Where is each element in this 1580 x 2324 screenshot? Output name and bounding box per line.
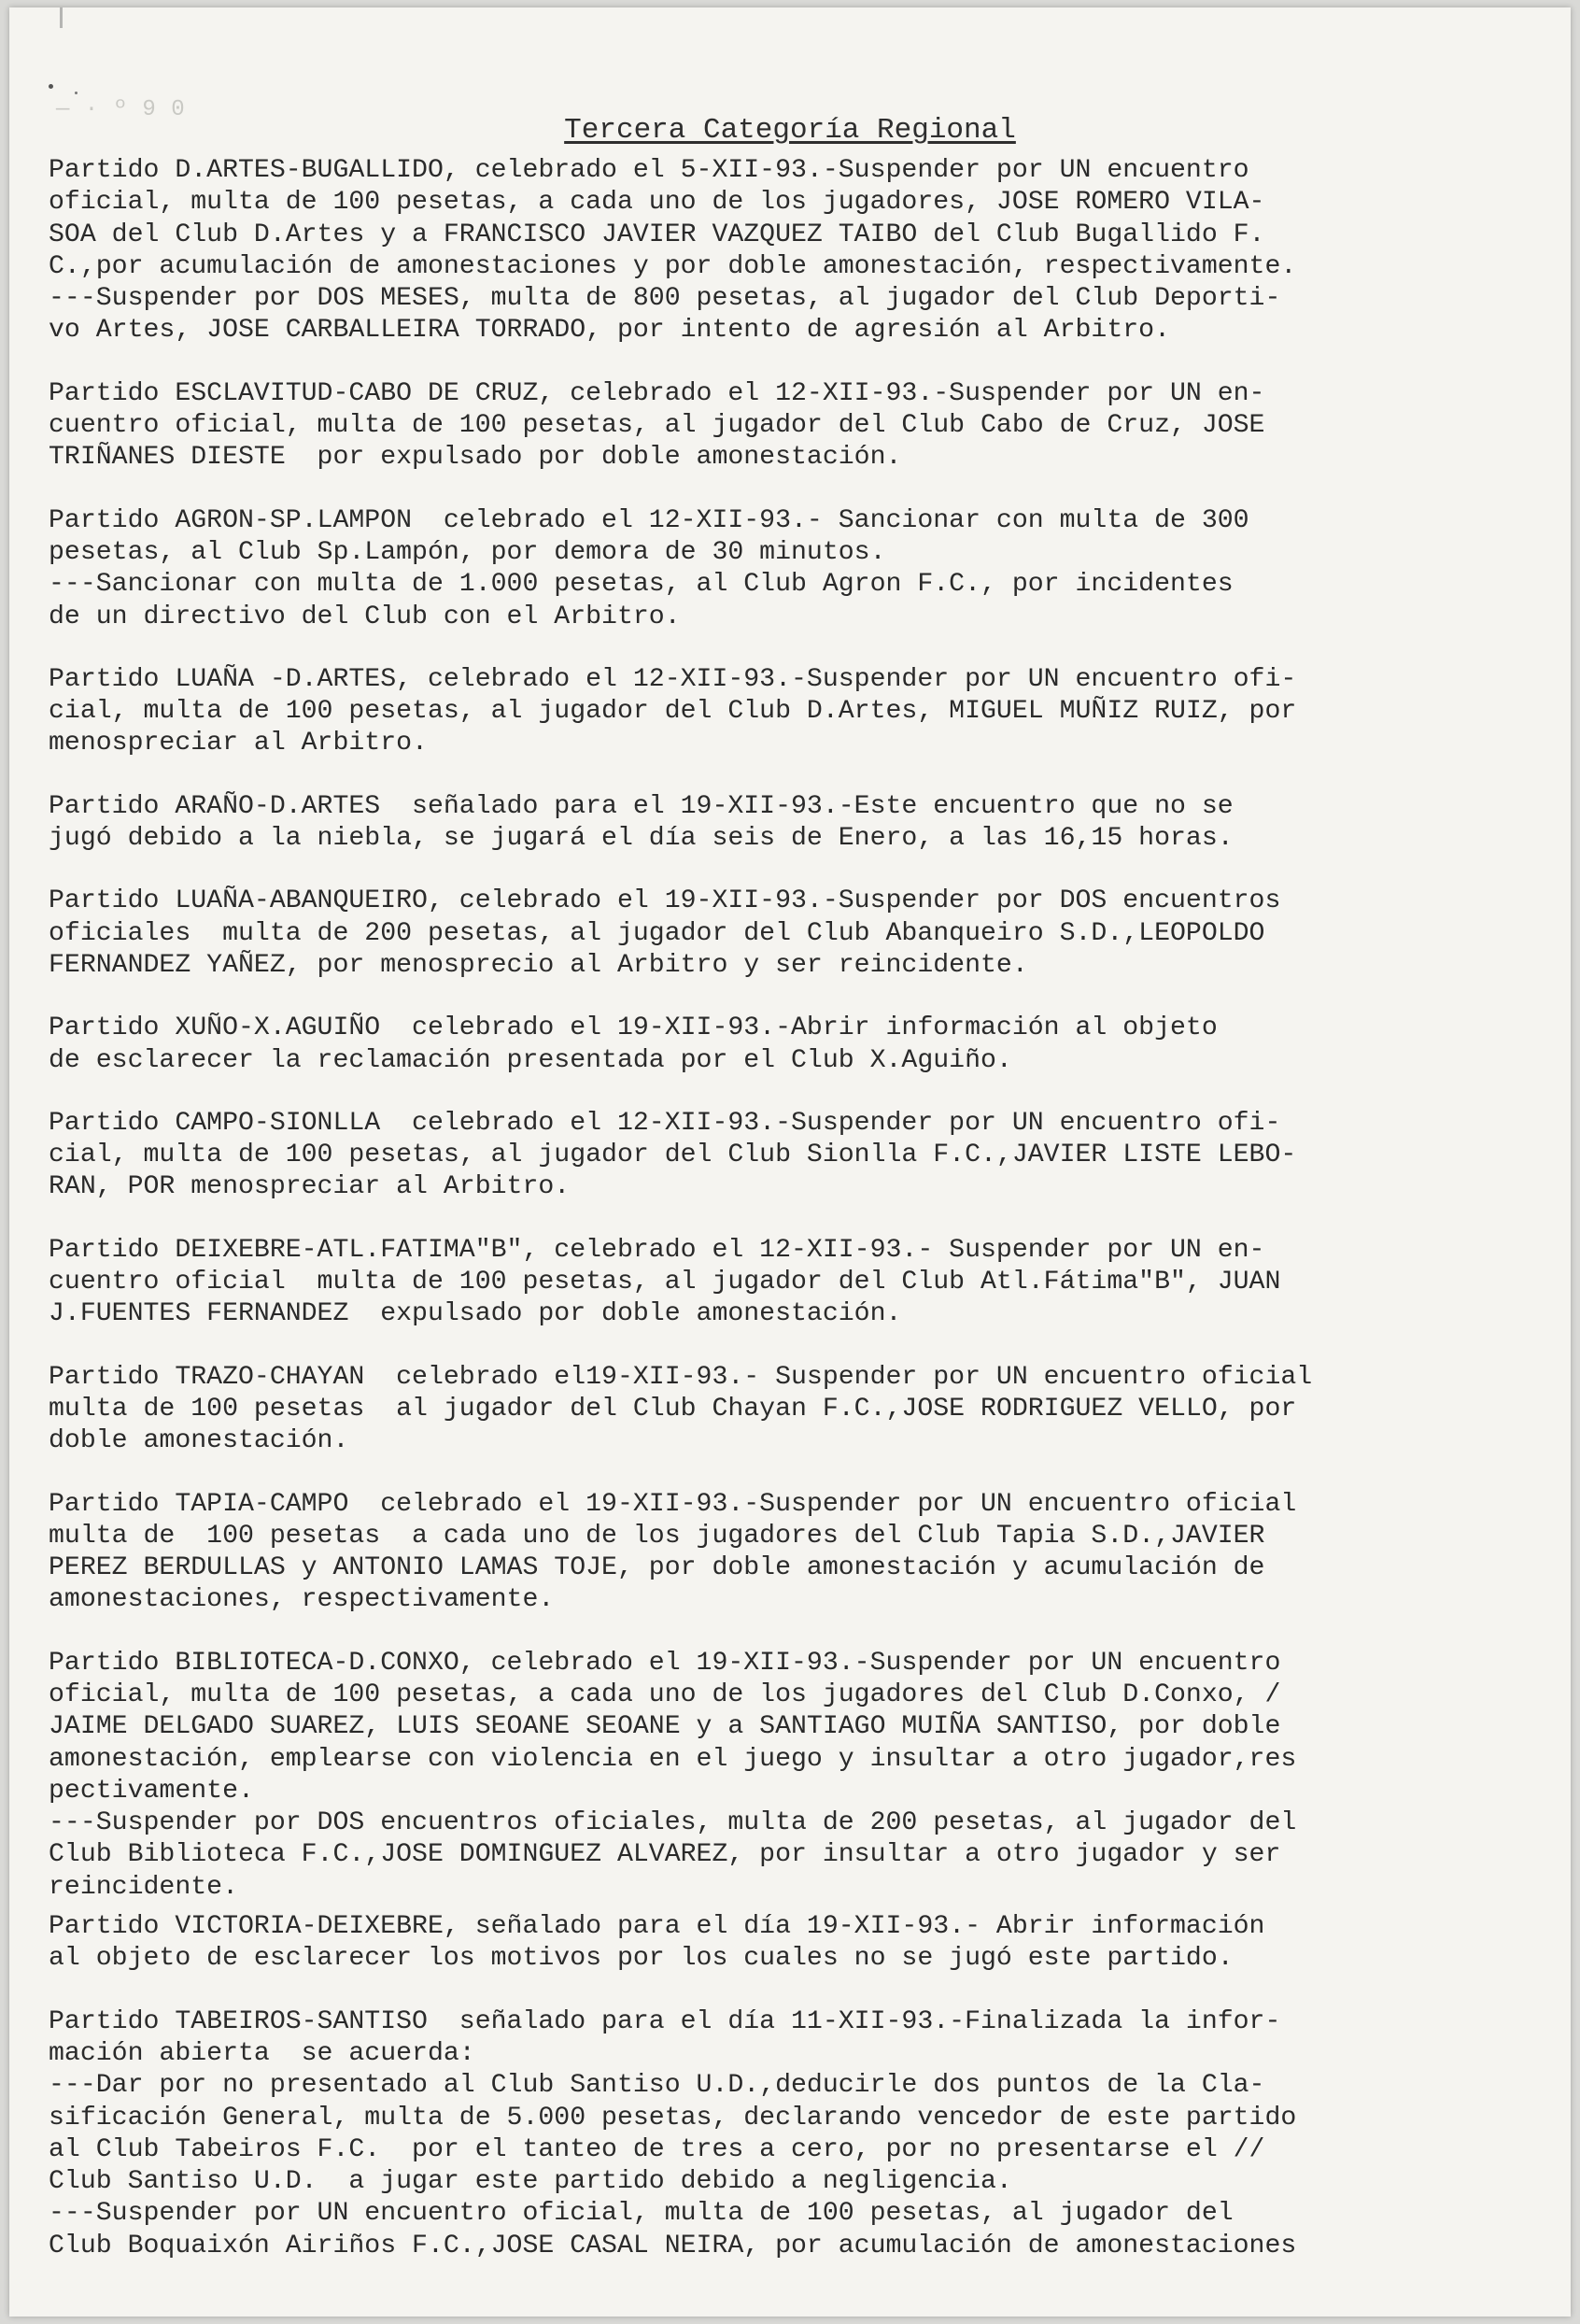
text-line: Partido BIBLIOTECA-D.CONXO, celebrado el 19-XII-93.-Suspender por UN encuentro — [49, 1648, 1281, 1678]
text-line: ---Suspender por UN encuentro oficial, multa de 100 pesetas, al jugador del — [49, 2199, 1234, 2229]
text-line: multa de 100 pesetas al jugador del Club Chayan F.C.,JOSE RODRIGUEZ VELLO, por — [49, 1394, 1297, 1424]
text-line: de un directivo del Club con el Arbitro. — [49, 602, 681, 631]
ink-speck — [49, 84, 53, 89]
text-line: jugó debido a la niebla, se jugará el día seis de Enero, a las 16,15 horas. — [49, 824, 1234, 854]
page-marker: — · º 9 0 — [56, 97, 186, 122]
text-line: Club Biblioteca F.C.,JOSE DOMINGUEZ ALVAREZ, por insultar a otro jugador y ser — [49, 1840, 1281, 1870]
text-line: al objeto de esclarecer los motivos por los cuales no se jugó este partido. — [49, 1944, 1234, 1974]
text-line: multa de 100 pesetas a cada uno de los jugadores del Club Tapia S.D.,JAVIER — [49, 1521, 1265, 1551]
text-line: Partido TRAZO-CHAYAN celebrado el19-XII-93.- Suspender por UN encuentro oficial — [49, 1362, 1313, 1392]
text-line: reincidente. — [49, 1872, 238, 1902]
text-line: amonestación, emplearse con violencia en el juego y insultar a otro jugador,res — [49, 1744, 1297, 1774]
text-line: Club Santiso U.D. a jugar este partido debido a negligencia. — [49, 2167, 1012, 2197]
text-line: ---Suspender por DOS encuentros oficiales, multa de 200 pesetas, al jugador del — [49, 1808, 1297, 1838]
punch-mark — [60, 7, 63, 28]
ruling-paragraph — [49, 791, 1543, 856]
ruling-paragraph — [49, 1362, 1543, 1458]
text-line: Partido TAPIA-CAMPO celebrado el 19-XII-93.-Suspender por UN encuentro oficial — [49, 1489, 1297, 1519]
text-line: de esclarecer la reclamación presentada por el Club X.Aguiño. — [49, 1045, 1012, 1075]
text-line: ---Suspender por DOS MESES, multa de 800 pesetas, al jugador del Club Deporti- — [49, 284, 1281, 314]
text-line: mación abierta se acuerda: — [49, 2038, 475, 2068]
document-body — [49, 155, 1543, 2293]
text-line: oficial, multa de 100 pesetas, a cada uno de los jugadores, JOSE ROMERO VILA- — [49, 188, 1265, 218]
text-line: Partido DEIXEBRE-ATL.FATIMA"B", celebrado el 12-XII-93.- Suspender por UN en- — [49, 1235, 1265, 1265]
text-line: Partido LUAÑA-ABANQUEIRO, celebrado el 19-XII-93.-Suspender por DOS encuentros — [49, 886, 1281, 916]
ruling-paragraph — [49, 886, 1543, 982]
text-line: SOA del Club D.Artes y a FRANCISCO JAVIER VAZQUEZ TAIBO del Club Bugallido F. — [49, 220, 1265, 249]
ruling-paragraph — [49, 1013, 1543, 1077]
text-line: vo Artes, JOSE CARBALLEIRA TORRADO, por intento de agresión al Arbitro. — [49, 316, 1170, 346]
ruling-paragraph — [49, 2006, 1543, 2262]
text-line: C.,por acumulación de amonestaciones y por doble amonestación, respectivamente. — [49, 251, 1297, 281]
text-line: Partido CAMPO-SIONLLA celebrado el 12-XII-93.-Suspender por UN encuentro ofi- — [49, 1108, 1281, 1138]
ruling-paragraph — [49, 505, 1543, 633]
text-line: cial, multa de 100 pesetas, al jugador del Club Sionlla F.C.,JAVIER LISTE LEBO- — [49, 1141, 1297, 1170]
text-line: sificación General, multa de 5.000 pesetas, declarando vencedor de este partido — [49, 2103, 1297, 2133]
text-line: doble amonestación. — [49, 1426, 349, 1456]
text-line: al Club Tabeiros F.C. por el tanteo de tres a cero, por no presentarse el // — [49, 2134, 1265, 2164]
text-line: RAN, POR menospreciar al Arbitro. — [49, 1172, 571, 1202]
text-line: FERNANDEZ YAÑEZ, por menosprecio al Arbitro y ser reincidente. — [49, 950, 1028, 980]
text-line: TRIÑANES DIESTE por expulsado por doble amonestación. — [49, 443, 902, 473]
text-line: menospreciar al Arbitro. — [49, 729, 428, 758]
text-line: ---Sancionar con multa de 1.000 pesetas, al Club Agron F.C., por incidentes — [49, 570, 1234, 600]
text-line: Club Boquaixón Airiños F.C.,JOSE CASAL NEIRA, por acumulación de amonestaciones — [49, 2231, 1297, 2260]
page-title: Tercera Categoría Regional — [564, 114, 1016, 147]
text-line: cial, multa de 100 pesetas, al jugador del Club D.Artes, MIGUEL MUÑIZ RUIZ, por — [49, 697, 1297, 727]
document-page — [9, 7, 1571, 2317]
text-line: Partido ARAÑO-D.ARTES señalado para el 19-XII-93.-Este encuentro que no se — [49, 791, 1234, 821]
text-line: Partido XUÑO-X.AGUIÑO celebrado el 19-XII-93.-Abrir información al objeto — [49, 1013, 1218, 1043]
ruling-paragraph — [49, 1648, 1543, 1904]
text-line: J.FUENTES FERNANDEZ expulsado por doble amonestación. — [49, 1299, 902, 1329]
ruling-paragraph — [49, 155, 1543, 347]
ruling-paragraph — [49, 1235, 1543, 1331]
text-line: pesetas, al Club Sp.Lampón, por demora de 30 minutos. — [49, 537, 886, 567]
text-line: PEREZ BERDULLAS y ANTONIO LAMAS TOJE, por doble amonestación y acumulación de — [49, 1553, 1265, 1583]
text-line: pectivamente. — [49, 1776, 254, 1806]
text-line: cuentro oficial, multa de 100 pesetas, al jugador del Club Cabo de Cruz, JOSE — [49, 411, 1265, 441]
text-line: Partido AGRON-SP.LAMPON celebrado el 12-XII-93.- Sancionar con multa de 300 — [49, 505, 1249, 535]
text-line: oficiales multa de 200 pesetas, al jugador del Club Abanqueiro S.D.,LEOPOLDO — [49, 918, 1265, 948]
text-line: oficial, multa de 100 pesetas, a cada uno de los jugadores del Club D.Conxo, / — [49, 1679, 1281, 1709]
ruling-paragraph — [49, 1911, 1543, 1976]
ink-speck — [75, 92, 78, 94]
ruling-paragraph — [49, 664, 1543, 760]
text-line: amonestaciones, respectivamente. — [49, 1585, 555, 1615]
ruling-paragraph — [49, 1108, 1543, 1204]
text-line: Partido TABEIROS-SANTISO señalado para el día 11-XII-93.-Finalizada la infor- — [49, 2006, 1281, 2036]
ruling-paragraph — [49, 378, 1543, 475]
text-line: Partido LUAÑA -D.ARTES, celebrado el 12-XII-93.-Suspender por UN encuentro ofi- — [49, 664, 1297, 694]
text-line: JAIME DELGADO SUAREZ, LUIS SEOANE SEOANE y a SANTIAGO MUIÑA SANTISO, por doble — [49, 1712, 1281, 1742]
text-line: Partido VICTORIA-DEIXEBRE, señalado para el día 19-XII-93.- Abrir información — [49, 1912, 1265, 1942]
text-line: cuentro oficial multa de 100 pesetas, al jugador del Club Atl.Fátima"B", JUAN — [49, 1268, 1281, 1297]
text-line: ---Dar por no presentado al Club Santiso U.D.,deducirle dos puntos de la Cla- — [49, 2071, 1265, 2101]
ruling-paragraph — [49, 1489, 1543, 1617]
text-line: Partido ESCLAVITUD-CABO DE CRUZ, celebrado el 12-XII-93.-Suspender por UN en- — [49, 378, 1265, 408]
text-line: Partido D.ARTES-BUGALLIDO, celebrado el 5-XII-93.-Suspender por UN encuentro — [49, 156, 1249, 185]
